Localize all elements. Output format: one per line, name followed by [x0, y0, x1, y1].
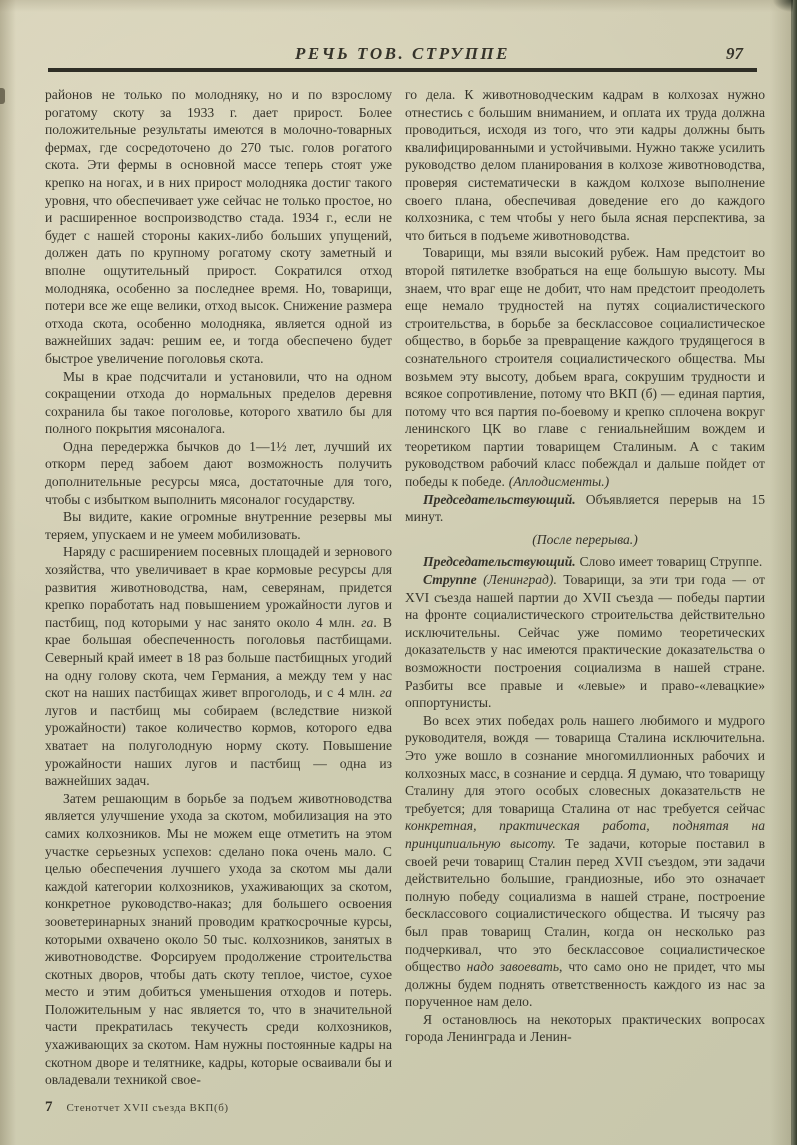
text-run: (Аплодисменты.)	[508, 474, 610, 490]
paragraph	[405, 553, 765, 571]
paragraph	[405, 244, 765, 490]
paragraph	[45, 543, 392, 789]
text-run: (Ленинград).	[476, 572, 557, 588]
text-run: . В крае большая обеспеченность поголовья пастбищами. Северный край имеет в 18 раз больше пастбищных угодий на одну голову скота, чем Германия, а между тем у нас скот на наших пастбищах живет впроголодь, и с 4 млн.	[45, 614, 392, 701]
text-run: (После перерыва.)	[532, 531, 638, 547]
printers-signature	[45, 1099, 229, 1116]
column-left	[45, 86, 392, 1089]
page-header	[48, 44, 757, 66]
page-top-shadow	[0, 0, 797, 12]
text-run: Струппе	[423, 572, 477, 588]
text-run: Товарищи, за эти три года — от XVI съезда нашей партии до XVII съезда — победы партии на фронте социалистического строительства действительно исключительны. Сейчас уже помимо теоретических доказательств у нас имеются практические доказательства о возможности построения социализма в нашей стране. Разбиты все правые и «левые» и право-«левацкие» оппортунисты.	[405, 572, 765, 711]
running-title: РЕЧЬ ТОВ. СТРУППЕ	[295, 44, 510, 63]
scan-corner-stain	[773, 0, 793, 12]
text-run: Товарищи, мы взяли высокий рубеж. Нам предстоит во второй пятилетке взобраться на еще большую высоту. Мы знаем, что враг еще не добит, что нам предстоит преодолеть еще немало трудностей на путях социалистического строительства, в борьбе за бесклассовое социалистическое общество, в борьбе за превращение каждого трудящегося в сознательного строителя социалистического общества. Мы возьмем эту высоту, добьем врага, сокрушим трудности и всякое сопротивление, потому что ВКП (б) — единая партия, потому что вся партия по-боевому и крепко сплочена вокруг ленинского ЦК во главе с гениальнейшим вождем и теоретиком партии товарищем Сталиным. А с таким руководством рабочий класс побеждал и дальше пойдет от победы к победе.	[405, 245, 765, 490]
text-run: , что само оно не придет, что мы должны будем поднять ответственность каждого из нас за порученное нам дело.	[405, 959, 765, 1010]
page-number: 97	[726, 44, 743, 63]
signature-text: Стенотчет XVII съезда ВКП(б)	[66, 1102, 229, 1114]
text-run: Вы видите, какие огромные внутренние резервы мы теряем, упускаем и не умеем мобилизовать.	[45, 509, 392, 542]
paragraph	[405, 1011, 765, 1046]
text-run: лугов и пастбищ мы собираем (вследствие низкой урожайности) такое количество кормов, которого едва хватает на полуголодную норму скоту. Повышение урожайности наших лугов и пастбищ — одна из важнейших задач.	[45, 702, 392, 789]
paragraph	[45, 86, 392, 368]
text-run: Слово имеет товарищ Струппе.	[575, 554, 763, 570]
paragraph	[405, 86, 765, 244]
paragraph	[405, 491, 765, 526]
paragraph	[45, 790, 392, 1089]
text-run: Наряду с расширением посевных площадей и зернового хозяйства, что увеличивает в крае кормовые ресурсы для развития животноводства, нам, северянам, придется крепко поработать над повышением урожайности лугов и пастбищ, под которыми у нас занято около 4 млн.	[45, 544, 392, 630]
text-run: районов не только по молодняку, но и по взрослому рогатому скоту за 1933 г. дает прирост. Более положительные результаты имеются в молочно-товарных фермах, где сосредоточено до 270 тыс. голов рогатого скота. Эти фермы в основной массе теперь стоят уже крепко на ногах, и в них прирост молодняка достиг такого уровня, что обеспечивает уже сейчас не только простое, но и расширенное воспроизводство стада. 1934 г., если не будет с нашей стороны каких-либо больших упущений, должен дать по крупному рогатому скоту заметный и вполне ощутительный прирост. Сократился отход молодняка, особенно за последнее время. Но, товарищи, потери все же еще велики, отход высок. Снижение размера отхода скота, особенно молодняка, является одной из важнейших задач: решим ее, и тогда обеспечено будет быстрое увеличение поголовья скота.	[45, 87, 392, 366]
text-run: Председательствующий.	[423, 554, 576, 570]
text-columns	[45, 86, 765, 1089]
text-run: га	[361, 614, 374, 630]
text-run: надо завоевать	[466, 959, 560, 975]
scan-edge-right	[791, 0, 797, 1145]
text-run: Председательствующий.	[423, 491, 576, 507]
column-right	[405, 86, 765, 1089]
header-rule	[48, 68, 757, 72]
paragraph	[45, 368, 392, 438]
scan-edge-nick	[0, 88, 5, 104]
page-right-shadow	[770, 0, 792, 1145]
signature-number: 7	[45, 1099, 53, 1115]
paragraph	[405, 531, 765, 549]
text-run: Мы в крае подсчитали и установили, что на одном сокращении отхода до нормальных пределов деревня сохранила бы такое поголовье, которого хватило бы для полного покрытия мясоналога.	[45, 368, 392, 437]
text-run: Те задачи, которые поставил в своей речи товарищ Сталин перед XVII съездом, эти задачи действительно большие, грандиозные, ибо это означает полную победу социализма в нашей стране, построение бесклассового социалистического общества. И тысячу раз был прав товарищ Сталин, когда он несколько раз подчеркивал, что это бесклассовое социалистическое общество	[405, 835, 765, 975]
text-run: го дела. К животноводческим кадрам в колхозах нужно отнестись с большим вниманием, и оплата их труда должна проводиться, исходя из того, что эти кадры должны быть квалифицированными и устойчивыми. Нужно также усилить руководство делом планирования в колхозе животноводства, проверяя систематически в каждом колхозе выполнение своего плана, обеспечивая доведение его до каждого колхозника, с тем чтобы у него была ясная перспектива, за что биться в подъеме животноводства.	[405, 87, 765, 243]
page-left-shadow	[0, 0, 16, 1145]
paragraph	[405, 712, 765, 1011]
paragraph	[45, 438, 392, 508]
text-run: Объявляется перерыв на 15 минут.	[405, 491, 765, 525]
text-run: Затем решающим в борьбе за подъем животноводства является улучшение ухода за скотом, мобилизация на это самих колхозников. Мы не можем еще отметить на этом участке серьезных успехов: сделано пока очень мало. С целью обеспечения лучшего ухода за скотом мы дали каждой категории колхозников, ухаживающих за скотом, конкретное руководство-наказ; для большего освоения зооветеринарных знаний проводим краткосрочные курсы, которыми охвачено около 50 тыс. колхозников, занятых в животноводстве. Форсируем продолжение строительства скотных дворов, чтобы дать скоту теплое, чистое, сухое место и этим добиться уменьшения отходов и потерь. Положительным у нас является то, что в значительной части прекратилась текучесть среди колхозников, ухаживающих за скотом. Нам нужны постоянные кадры на скотном дворе и телятнике, кадры, которые осваивали бы и овладевали техникой свое-	[45, 790, 392, 1088]
paragraph	[45, 508, 392, 543]
paragraph	[405, 571, 765, 712]
text-run: Во всех этих победах роль нашего любимого и мудрого руководителя, вождя — товарища Сталина исключительна. Это уже вошло в сознание многомиллионных рабочих и колхозных масс, в сознание и сердца. Я думаю, что товарищу Сталину для этого особых словесных доказательств не требуется; для товарища Сталина от нас требуется сейчас	[405, 712, 765, 816]
text-run: Одна передержка бычков до 1—1½ лет, лучший их откорм перед забоем дают возможность получить дополнительные ресурсы мяса, достаточные для того, чтобы с избытком выполнить мясоналог государству.	[45, 438, 392, 507]
text-run: конкретная, практическая работа, поднятая на принципиальную высоту.	[405, 818, 765, 851]
text-run: га	[379, 685, 392, 701]
text-run: Я остановлюсь на некоторых практических вопросах города Ленинграда и Ленин-	[405, 1011, 765, 1045]
